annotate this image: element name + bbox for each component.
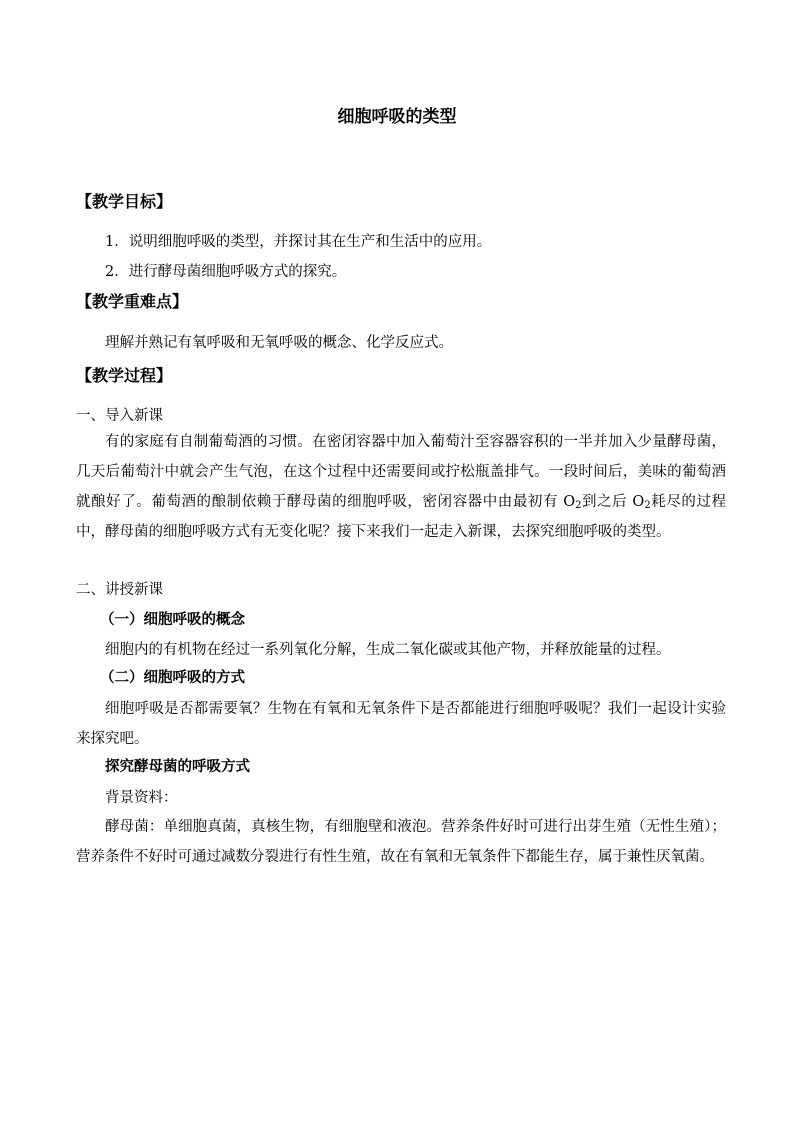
key-points-text: 理解并熟记有氧呼吸和无氧呼吸的概念、化学反应式。 bbox=[105, 335, 453, 351]
intro-paragraph bbox=[76, 427, 726, 547]
explore-heading: 探究酵母菌的呼吸方式 bbox=[105, 758, 250, 775]
part1-heading: 一、导入新课 bbox=[76, 408, 163, 424]
o2-subscript-1: 2 bbox=[575, 500, 582, 511]
document-title: 细胞呼吸的类型 bbox=[337, 107, 457, 127]
intro-text-3: 耗尽的过程中，酵母菌的细胞呼吸方式有无变化呢？接下来我们一起走入新课，去探究细胞呼吸的类型。 bbox=[76, 494, 727, 540]
intro-text-2: 到之后 O bbox=[581, 494, 645, 510]
concept-text: 细胞内的有机物在经过一系列氧化分解，生成二氧化碳或其他产物，并释放能量的过程。 bbox=[105, 642, 671, 658]
o2-subscript-2: 2 bbox=[644, 500, 651, 511]
background-label: 背景资料： bbox=[105, 790, 178, 806]
part2-heading: 二、讲授新课 bbox=[76, 582, 163, 598]
yeast-paragraph: 酵母菌：单细胞真菌，真核生物，有细胞壁和液泡。营养条件好时可进行出芽生殖（无性生殖）；营养条件不好时可通过减数分裂进行有性生殖，故在有氧和无氧条件下都能生存，属于兼性厌氧菌。 bbox=[76, 819, 726, 865]
concept-subheading: （一）细胞呼吸的概念 bbox=[100, 611, 245, 628]
objective-item-1: 1．说明细胞呼吸的类型，并探讨其在生产和生活中的应用。 bbox=[105, 234, 492, 250]
objective-item-2: 2．进行酵母菌细胞呼吸方式的探究。 bbox=[105, 264, 347, 280]
process-heading: 【教学过程】 bbox=[76, 366, 173, 385]
intro-text-1: 有的家庭有自制葡萄酒的习惯。在密闭容器中加入葡萄汁至容器容积的一半并加入少量酵母菌，几天后葡萄汁中就会产生气泡，在这个过程中还需要间或拧松瓶盖排气。一段时间后，美味的葡萄酒就酿好了。葡萄酒的酿制依赖于酵母菌的细胞呼吸，密闭容器中由最初有 O bbox=[76, 434, 726, 510]
key-points-heading: 【教学重难点】 bbox=[76, 292, 189, 311]
methods-subheading: （二）细胞呼吸的方式 bbox=[100, 669, 245, 686]
methods-paragraph: 细胞呼吸是否都需要氧？生物在有氧和无氧条件下是否都能进行细胞呼吸呢？我们一起设计实验来探究吧。 bbox=[76, 701, 726, 747]
objectives-heading: 【教学目标】 bbox=[76, 192, 173, 211]
